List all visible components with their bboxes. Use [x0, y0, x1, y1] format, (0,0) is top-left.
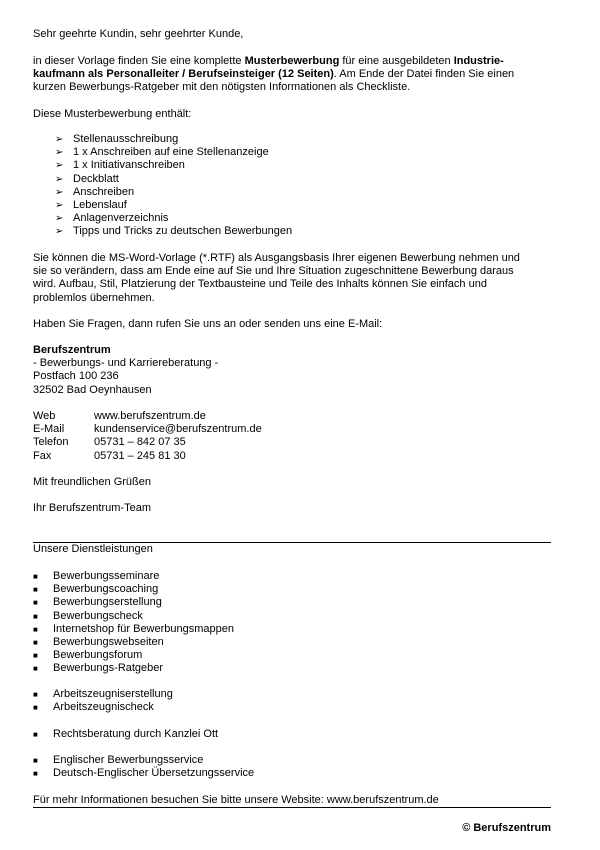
web-link[interactable]: www.berufszentrum.de: [94, 410, 206, 422]
square-bullet-icon: ■: [33, 637, 38, 647]
square-bullet-icon: ■: [33, 756, 38, 765]
intro-bold-2a: Industrie-: [453, 55, 504, 67]
square-bullet-icon: ■: [33, 769, 38, 779]
signature: Ihr Berufszentrum-Team: [33, 502, 151, 514]
square-bullet-icon: ■: [33, 703, 38, 713]
square-bullet-icon: ■: [33, 651, 38, 661]
copyright: © Berufszentrum: [462, 822, 551, 834]
list-item: ■ Bewerbungserstellung: [33, 596, 162, 609]
intro-text-4: kurzen Bewerbungs-Ratgeber mit den nötigsten Informationen als Checkliste.: [33, 81, 411, 94]
email-link[interactable]: kundenservice@berufszentrum.de: [94, 423, 262, 436]
list-item: ➢ 1 x Initiativanschreiben: [55, 159, 185, 172]
list-item: ■ Bewerbungsseminare: [33, 570, 160, 582]
contact-row-phone: Telefon 05731 – 842 07 35: [33, 436, 186, 449]
arrow-bullet-icon: ➢: [55, 134, 64, 145]
list-item: ➢ Stellenausschreibung: [55, 133, 179, 145]
square-bullet-icon: ■: [33, 730, 38, 739]
square-bullet-icon: ■: [33, 690, 38, 699]
list-item: ■ Arbeitszeugnischeck: [33, 701, 154, 714]
contents-heading: Diese Musterbewerbung enthält:: [33, 108, 192, 120]
square-bullet-icon: ■: [33, 611, 38, 621]
divider: [33, 807, 551, 808]
list-item: ➢ Lebenslauf: [55, 198, 127, 211]
arrow-bullet-icon: ➢: [55, 147, 64, 159]
questions-line: Haben Sie Fragen, dann rufen Sie uns an oder senden uns eine E-Mail:: [33, 318, 383, 330]
intro-bold-2b: kaufmann als Personalleiter / Berufseinsteiger (12 Seiten): [33, 68, 334, 81]
services-list-2: [33, 688, 173, 714]
list-item: ■ Arbeitszeugniserstellung: [33, 688, 173, 700]
intro-text-1: in dieser Vorlage finden Sie eine komplette: [33, 55, 245, 67]
services-list-1: [33, 570, 234, 676]
contents-list: [55, 133, 292, 239]
usage-paragraph: Sie können die MS-Word-Vorlage (*.RTF) als Ausgangsbasis Ihrer eigenen Bewerbung nehmen und sie so verändern, dass am Ende eine auf Sie und Ihre Situation zugeschnittene Bewerbung daraus wird. Aufbau, Stil, Platzierung der Textbausteine und Teile des Inhalts können Sie einfach und problemlos übernehmen.: [33, 252, 520, 304]
arrow-bullet-icon: ➢: [55, 226, 64, 238]
intro-bold-1: Musterbewerbung: [244, 55, 340, 67]
list-item: ■ Englischer Bewerbungsservice: [33, 754, 204, 766]
list-item: ➢ Anschreiben: [55, 185, 135, 198]
list-item: ➢ Anlagenverzeichnis: [55, 212, 169, 225]
list-item: ■ Bewerbungscheck: [33, 609, 143, 622]
list-item: ■ Bewerbungswebseiten: [33, 635, 164, 648]
company-name: Berufszentrum: [33, 344, 111, 356]
square-bullet-icon: ■: [33, 585, 38, 595]
greeting: Sehr geehrte Kundin, sehr geehrter Kunde,: [33, 28, 244, 40]
list-item: ➢ 1 x Anschreiben auf eine Stellenanzeige: [55, 146, 269, 159]
services-heading: Unsere Dienstleistungen: [33, 543, 153, 555]
list-item: ➢ Tipps und Tricks zu deutschen Bewerbungen: [55, 225, 293, 238]
services-list-4: [33, 754, 254, 780]
contact-row-web: Web www.berufszentrum.de: [33, 410, 206, 422]
square-bullet-icon: ■: [33, 598, 38, 608]
list-item: ■ Bewerbungs-Ratgeber: [33, 662, 164, 675]
list-item: ■ Bewerbungscoaching: [33, 583, 159, 596]
square-bullet-icon: ■: [33, 572, 38, 581]
arrow-bullet-icon: ➢: [55, 160, 64, 172]
contact-row-email: E-Mail kundenservice@berufszentrum.de: [33, 423, 262, 436]
footer-info: Für mehr Informationen besuchen Sie bitte unsere Website: www.berufszentrum.de: [33, 794, 439, 806]
list-item: ■ Internetshop für Bewerbungsmappen: [33, 622, 235, 635]
intro-paragraph: [33, 55, 553, 95]
contact-table: [33, 410, 553, 463]
arrow-bullet-icon: ➢: [55, 213, 64, 225]
intro-text-3: . Am Ende der Datei finden Sie einen: [333, 68, 515, 81]
list-item: ■ Rechtsberatung durch Kanzlei Ott: [33, 728, 219, 740]
square-bullet-icon: ■: [33, 664, 38, 674]
arrow-bullet-icon: ➢: [55, 173, 64, 185]
closing: Mit freundlichen Grüßen: [33, 476, 151, 488]
list-item: ■ Deutsch-Englischer Übersetzungsservice: [33, 767, 255, 780]
square-bullet-icon: ■: [33, 624, 38, 634]
list-item: ■ Bewerbungsforum: [33, 649, 143, 662]
address-block: Berufszentrum - Bewerbungs- und Karriereberatung - Postfach 100 236 32502 Bad Oeynhausen: [33, 344, 219, 396]
intro-text-2: für eine ausgebildeten: [339, 55, 454, 67]
arrow-bullet-icon: ➢: [55, 199, 64, 211]
arrow-bullet-icon: ➢: [55, 186, 64, 198]
contact-row-fax: Fax 05731 – 245 81 30: [33, 449, 186, 462]
list-item: ➢ Deckblatt: [55, 172, 119, 185]
services-list-3: [33, 728, 218, 741]
